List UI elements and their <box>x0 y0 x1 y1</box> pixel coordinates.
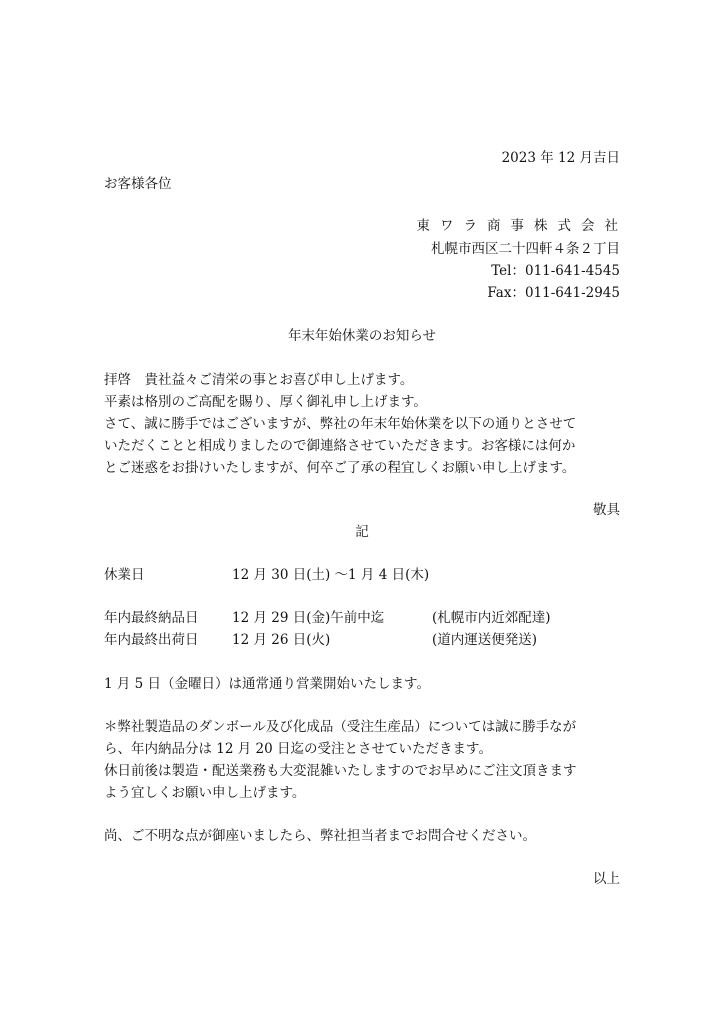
resume-notice: 1 月 5 日（金曜日）は通常通り営業開始いたします。 <box>104 676 430 692</box>
schedule-note: (道内運送便発送) <box>432 632 538 648</box>
notice-line: 休日前後は製造・配送業務も大変混雑いたしますのでお早めにご注文頂きます <box>104 763 577 779</box>
schedule-label: 休業日 <box>104 567 145 583</box>
notice-line: ＊弊社製造品のダンボール及び化成品（受注生産品）については誠に勝手なが <box>104 719 577 735</box>
schedule-note: (札幌市内近郊配達) <box>432 610 551 626</box>
schedule-label: 年内最終納品日 <box>104 610 199 626</box>
page-title: 年末年始休業のお知らせ <box>287 328 437 344</box>
inquiry-line: 尚、ご不明な点が御座いましたら、弊社担当者までお問合せください。 <box>104 828 536 844</box>
greeting-line: さて、誠に勝手ではございますが、弊社の年末年始休業を以下の通りとさせて <box>104 416 577 432</box>
greeting-line: 拝啓 貴社益々ご清栄の事とお喜び申し上げます。 <box>104 372 414 388</box>
schedule-label: 年内最終出荷日 <box>104 632 199 648</box>
greeting-line: 平素は格別のご高配を賜り、厚く御礼申し上げます。 <box>104 394 427 410</box>
schedule-value: 12 月 30 日(土) ～1 月 4 日(木) <box>232 567 430 583</box>
document-date: 2023 年 12 月吉日 <box>501 150 620 166</box>
greeting-line: とご迷惑をお掛けいたしますが、何卒ご了承の程宜しくお願い申し上げます。 <box>104 460 576 476</box>
addressee: お客様各位 <box>104 176 172 192</box>
company-address: 札幌市西区二十四軒４条２丁目 <box>431 241 620 257</box>
greeting-line: いただくことと相成りましたので御連絡させていただきます。お客様には何か <box>104 438 576 454</box>
company-name: 東ワラ商事株式会社 <box>416 218 628 234</box>
ki-heading: 記 <box>355 524 369 540</box>
schedule-value: 12 月 26 日(火) <box>232 632 331 648</box>
company-fax: Fax：011-641-2945 <box>487 285 620 301</box>
closing-ijo: 以上 <box>593 871 620 887</box>
notice-line: よう宜しくお願い申し上げます。 <box>104 785 306 801</box>
company-tel: Tel：011-641-4545 <box>491 263 620 279</box>
closing-keigu: 敬具 <box>593 502 620 518</box>
schedule-value: 12 月 29 日(金)午前中迄 <box>232 610 385 626</box>
notice-line: ら、年内納品分は 12 月 20 日迄の受注とさせていただきます。 <box>104 741 492 757</box>
